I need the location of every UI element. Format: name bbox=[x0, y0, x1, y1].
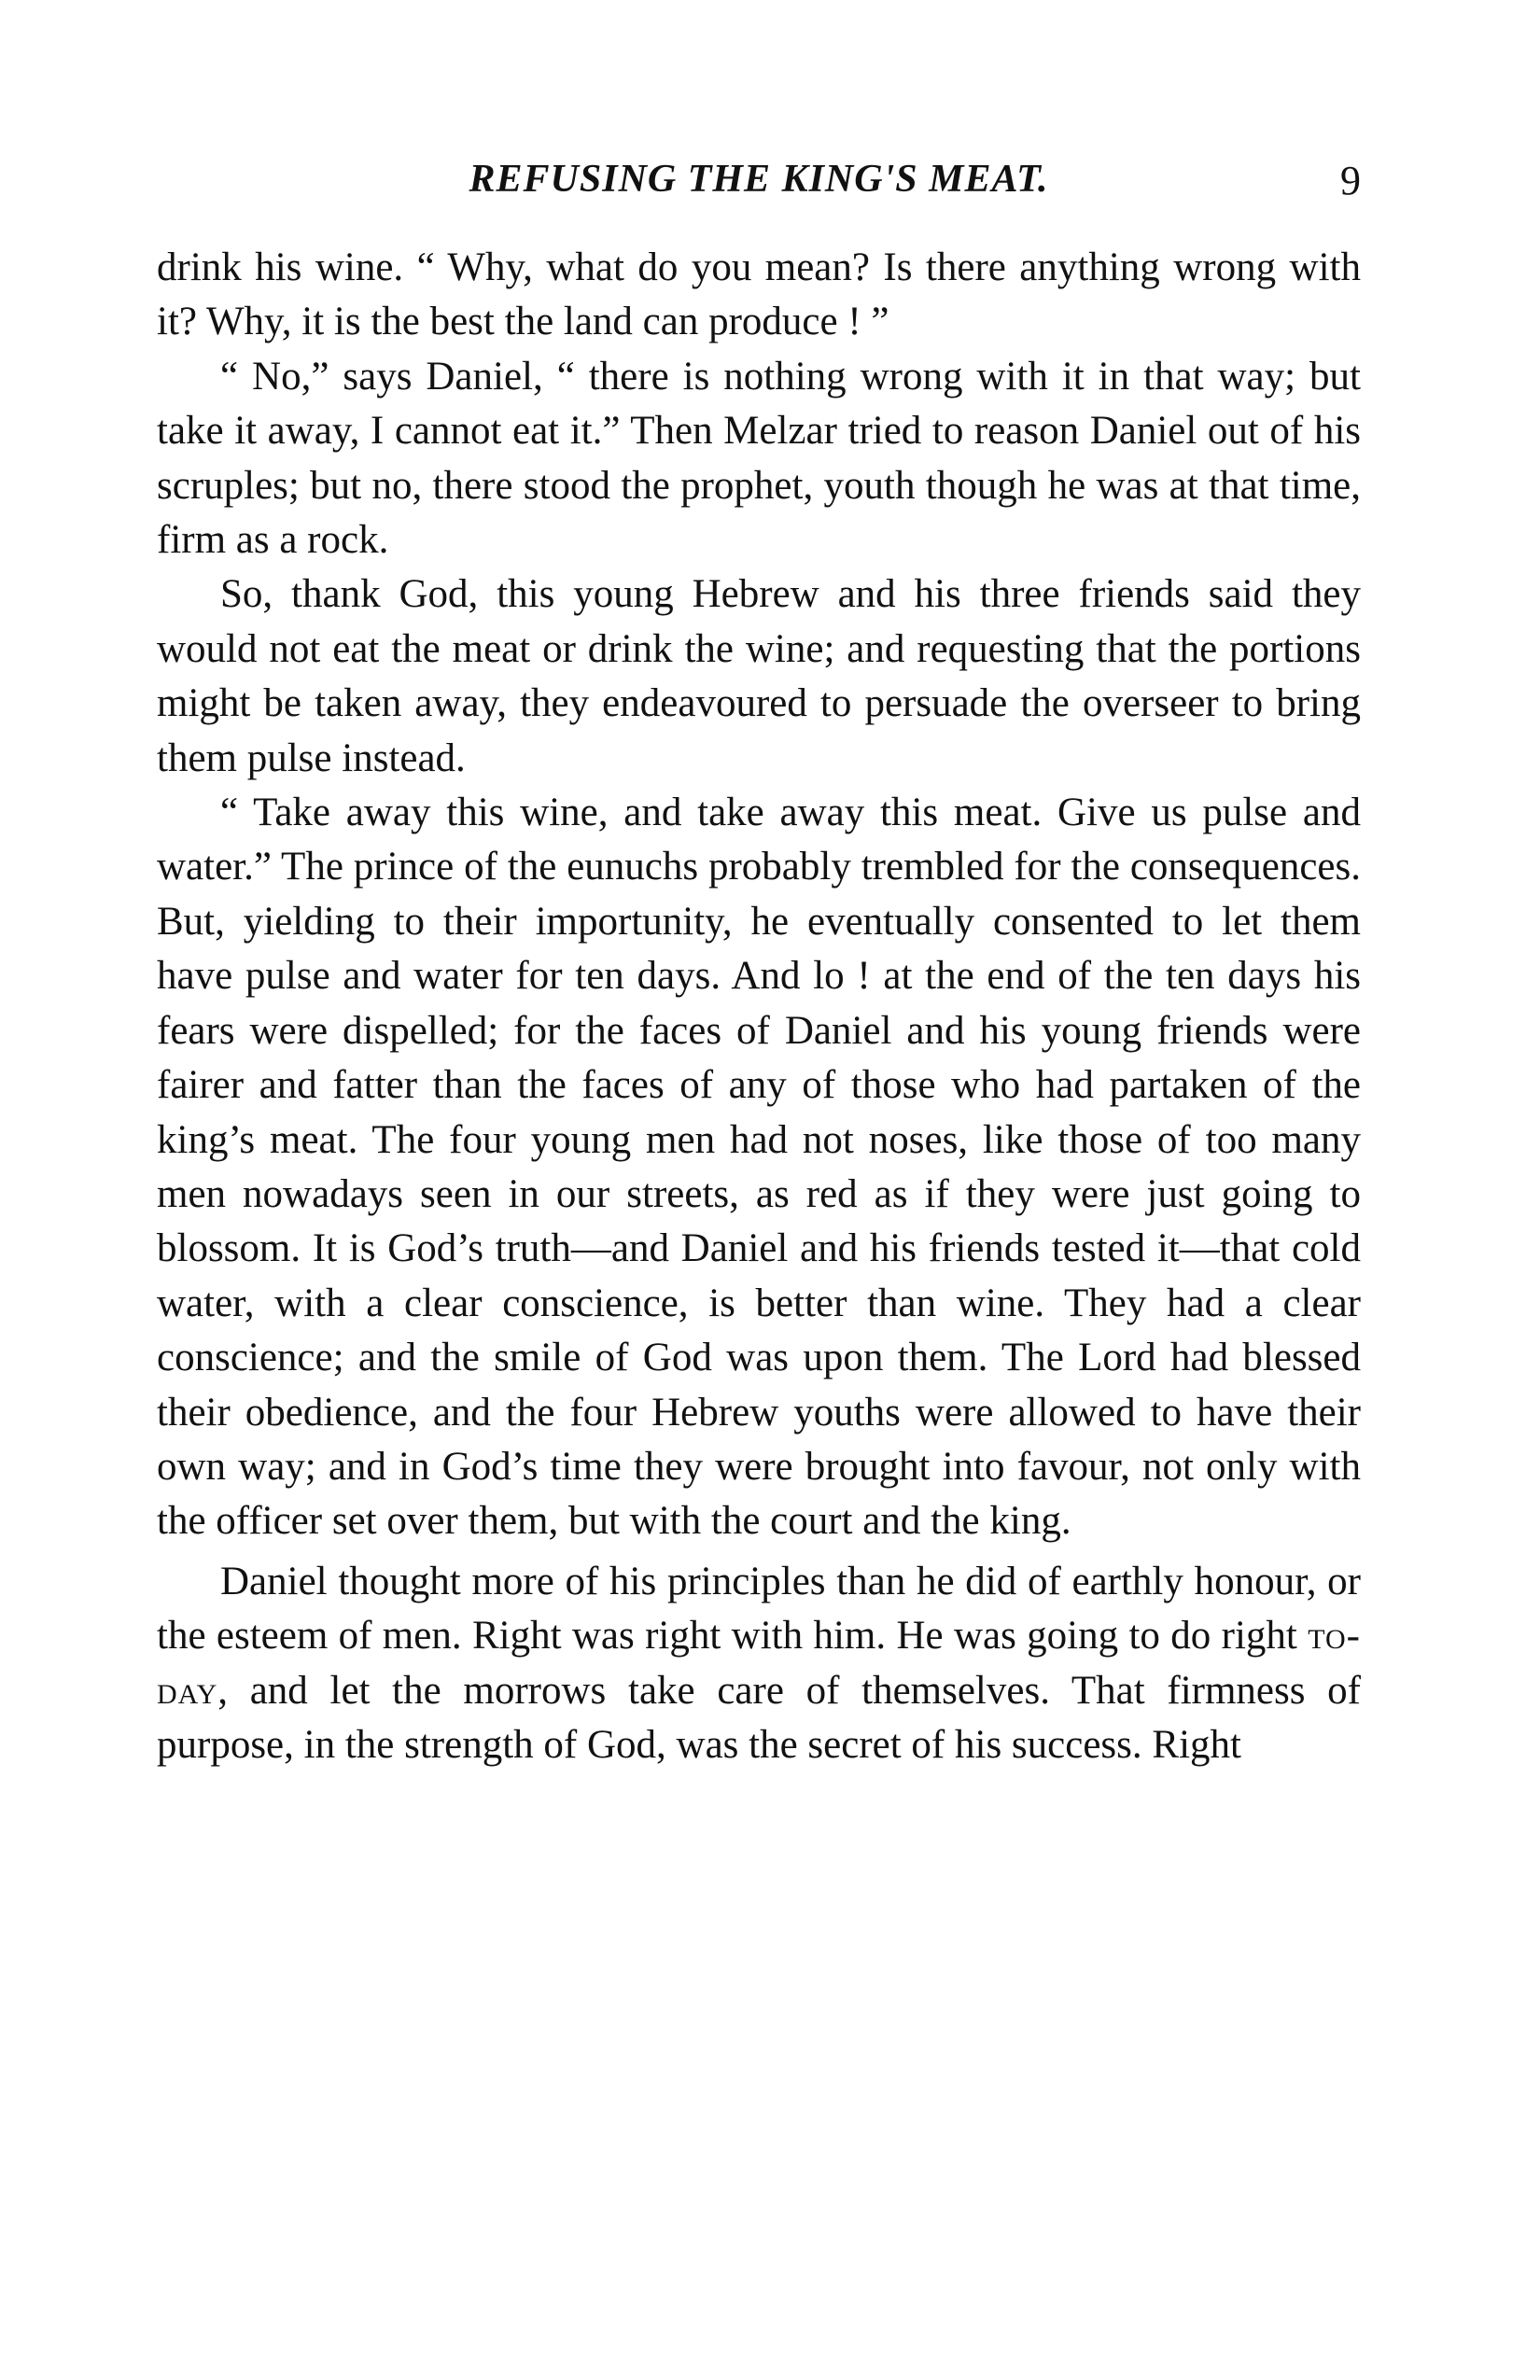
body-text bbox=[157, 241, 1361, 1772]
paragraph-text-after: , and let the morrows take care of themselves. That firmness of purpose, in the strength of God, was the secret of his success. Right bbox=[157, 1668, 1361, 1767]
paragraph: So, thank God, this young Hebrew and his three friends said they would not eat the meat or drink the wine; and requesting that the portions might be taken away, they endeavoured to persuade the overseer to bring them pulse instead. bbox=[157, 572, 1361, 780]
paragraph: “ Take away this wine, and take away this meat. Give us pulse and water.” The prince of the eunuchs probably trembled for the consequences. But, yielding to their importunity, he eventually consented to let them have pulse and water for ten days. And lo ! at the end of the ten days his fears were dispelled; for the faces of Daniel and his young friends were fairer and fatter than the faces of any of those who had partaken of the king’s meat. The four young men had not noses, like those of too many men nowadays seen in our streets, as red as if they were just going to blossom. It is God’s truth—and Daniel and his friends tested it—that cold water, with a clear conscience, is better than wine. They had a clear conscience; and the smile of God was upon them. The Lord had blessed their obedience, and the four Hebrew youths were allowed to have their own way; and in God’s time they were brought into favour, not only with the officer set over them, but with the court and the king. bbox=[157, 791, 1361, 1544]
small-caps-word: to-day bbox=[157, 1614, 1361, 1713]
running-title: REFUSING THE KING'S MEAT. bbox=[469, 158, 1049, 201]
paragraph: “ No,” says Daniel, “ there is nothing wrong with it in that way; but take it away, I cannot eat it.” Then Melzar tried to reason Daniel out of his scruples; but no, there stood the prophet, youth though he was at that time, firm as a rock. bbox=[157, 354, 1361, 563]
page-number: 9 bbox=[1340, 158, 1361, 203]
paragraph-continued: drink his wine. “ Why, what do you mean? Is there anything wrong with it? Why, it is the best the land can produce ! ” bbox=[157, 245, 1361, 344]
paragraph-text-before: Daniel thought more of his principles than he did of earthly honour, or the esteem of men. Right was right with him. He was going to do right bbox=[157, 1559, 1361, 1659]
paragraph bbox=[157, 1555, 1361, 1773]
running-head bbox=[157, 157, 1361, 213]
